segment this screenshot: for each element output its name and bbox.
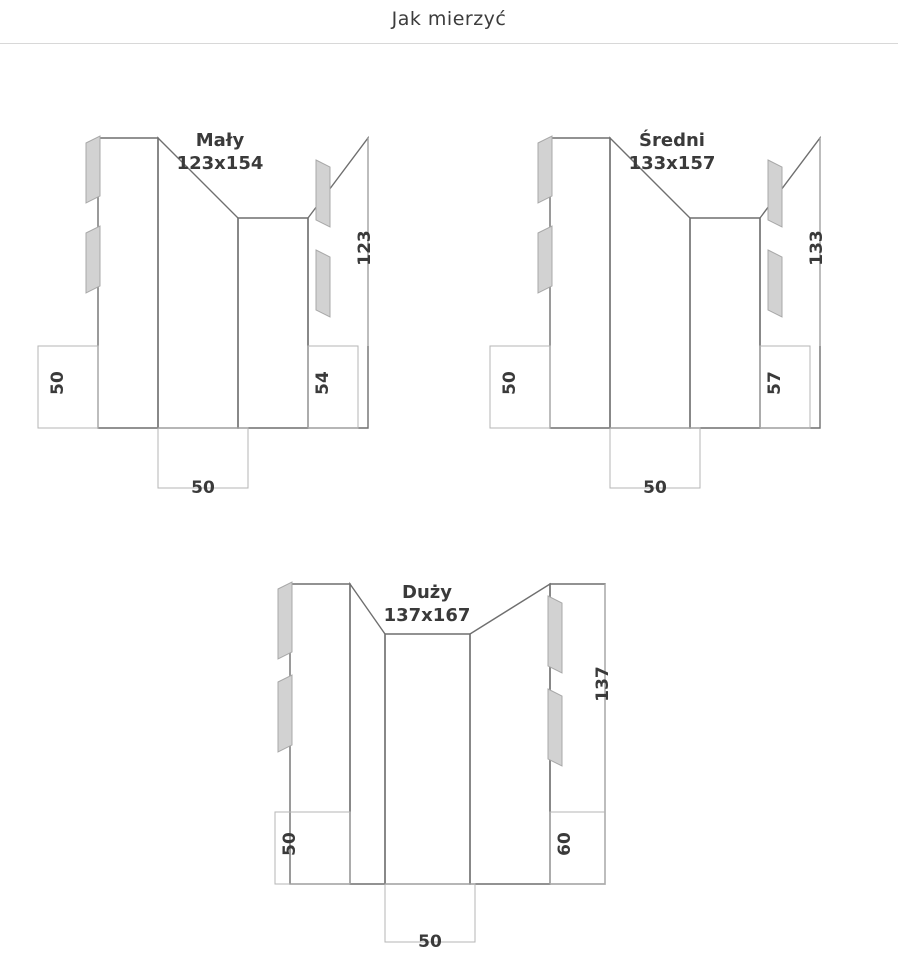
- hinge-strip-large-2: [278, 675, 292, 752]
- figure-medium-depth-right-label: 57: [765, 371, 785, 395]
- hinge-strip-small-1: [86, 136, 100, 203]
- figure-large: [230, 534, 650, 954]
- hinge-strip-small-2: [86, 226, 100, 293]
- figure-large-caption: [302, 582, 552, 627]
- diagram-area: [0, 44, 898, 956]
- dim-box-left-small: [38, 346, 98, 428]
- figure-medium-width-label: 50: [643, 478, 667, 498]
- figure-small-name: Mały: [195, 130, 245, 151]
- left-face-large: [350, 584, 385, 884]
- hinge-strip-medium-1: [538, 136, 552, 203]
- figure-medium: [470, 88, 870, 518]
- figure-large-width-label: 50: [418, 932, 442, 952]
- figure-large-dims: 137x167: [383, 604, 471, 626]
- figure-small-caption: [110, 130, 330, 175]
- figure-medium-caption: [562, 130, 782, 175]
- figure-small-dims: 123x154: [176, 152, 264, 174]
- right-face-large: [470, 584, 550, 884]
- hinge-strip-small-4: [316, 250, 330, 317]
- figure-large-depth-right-label: 60: [555, 832, 575, 856]
- center-face-large: [385, 634, 470, 884]
- figure-large-name: Duży: [402, 582, 452, 603]
- figure-medium-name: Średni: [639, 130, 705, 151]
- figure-small: [18, 88, 418, 518]
- figure-large-height-label: 137: [593, 666, 613, 702]
- left-panel-small: [98, 138, 158, 428]
- center-face-medium: [690, 218, 760, 428]
- figure-medium-height-label: 133: [807, 230, 827, 266]
- hinge-strip-medium-2: [538, 226, 552, 293]
- page-title: Jak mierzyć: [391, 8, 507, 30]
- hinge-strip-large-1: [278, 582, 292, 659]
- figure-small-height-label: 123: [355, 230, 375, 266]
- figure-small-width-label: 50: [191, 478, 215, 498]
- left-face-medium: [610, 138, 690, 428]
- left-panel-medium: [550, 138, 610, 428]
- dim-box-left-medium: [490, 346, 550, 428]
- figure-medium-dims: 133x157: [628, 152, 716, 174]
- figure-small-depth-right-label: 54: [313, 371, 333, 395]
- hinge-strip-large-4: [548, 689, 562, 766]
- figure-small-depth-left-label: 50: [48, 371, 68, 395]
- center-face-small: [238, 218, 308, 428]
- figure-large-depth-left-label: 50: [280, 832, 300, 856]
- hinge-strip-medium-4: [768, 250, 782, 317]
- figure-medium-depth-left-label: 50: [500, 371, 520, 395]
- left-face-small: [158, 138, 238, 428]
- page-header: [0, 0, 898, 44]
